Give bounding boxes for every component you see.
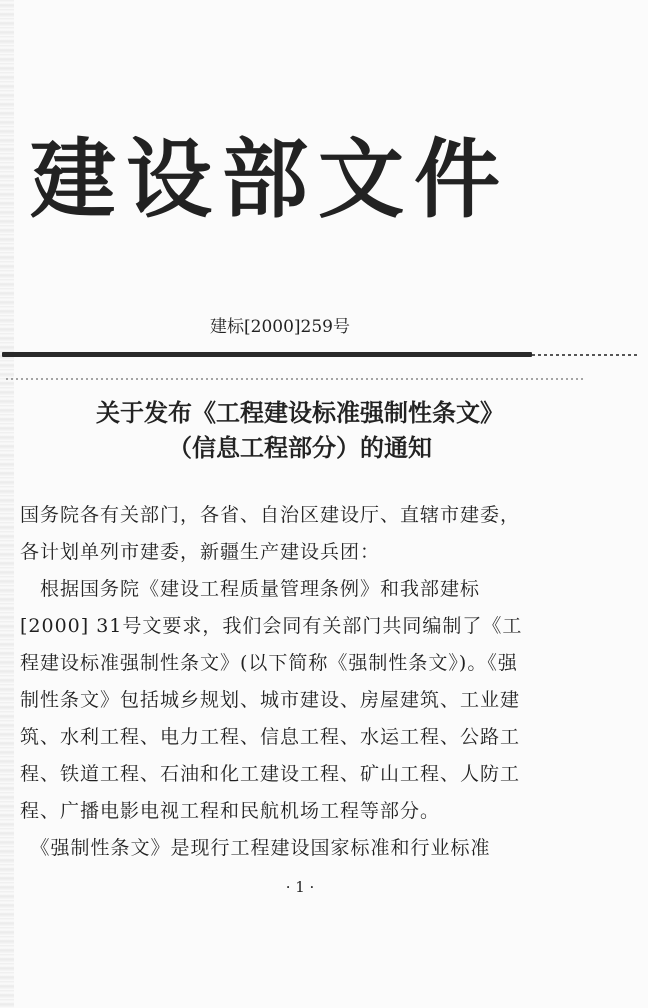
scan-edge-noise xyxy=(0,0,14,1008)
body-line: 程、铁道工程、石油和化工建设工程、矿山工程、人防工 xyxy=(20,763,521,785)
body-line: 制性条文》包括城乡规划、城市建设、房屋建筑、工业建 xyxy=(20,689,521,711)
body-line: 《强制性条文》是现行工程建设国家标准和行业标准 xyxy=(20,837,491,859)
body-line: 程、广播电影电视工程和民航机场工程等部分。 xyxy=(20,800,441,822)
masthead-bleed-through xyxy=(40,225,560,275)
body-line: 根据国务院《建设工程质量管理条例》和我部建标 xyxy=(20,578,481,600)
body-line: 筑、水利工程、电力工程、信息工程、水运工程、公路工 xyxy=(20,726,521,748)
notice-title-line-1: 关于发布《工程建设标准强制性条文》 xyxy=(96,399,504,427)
body-line: 各计划单列市建委，新疆生产建设兵团： xyxy=(20,541,381,563)
page-number: · 1 · xyxy=(285,878,315,896)
agency-masthead: 建设部文件 xyxy=(30,129,510,230)
masthead-divider xyxy=(2,352,532,357)
body-line: [2000] 31号文要求，我们会同有关部门共同编制了《工 xyxy=(20,615,523,637)
body-line: 国务院各有关部门，各省、自治区建设厅、直辖市建委， xyxy=(20,504,521,526)
scan-artifact-line xyxy=(6,378,586,380)
notice-title-line-2: （信息工程部分）的通知 xyxy=(168,434,432,462)
masthead-divider-tail xyxy=(532,354,640,356)
body-line: 程建设标准强制性条文》(以下简称《强制性条文》)。《强 xyxy=(20,652,518,674)
document-number: 建标[2000]259号 xyxy=(210,317,350,337)
